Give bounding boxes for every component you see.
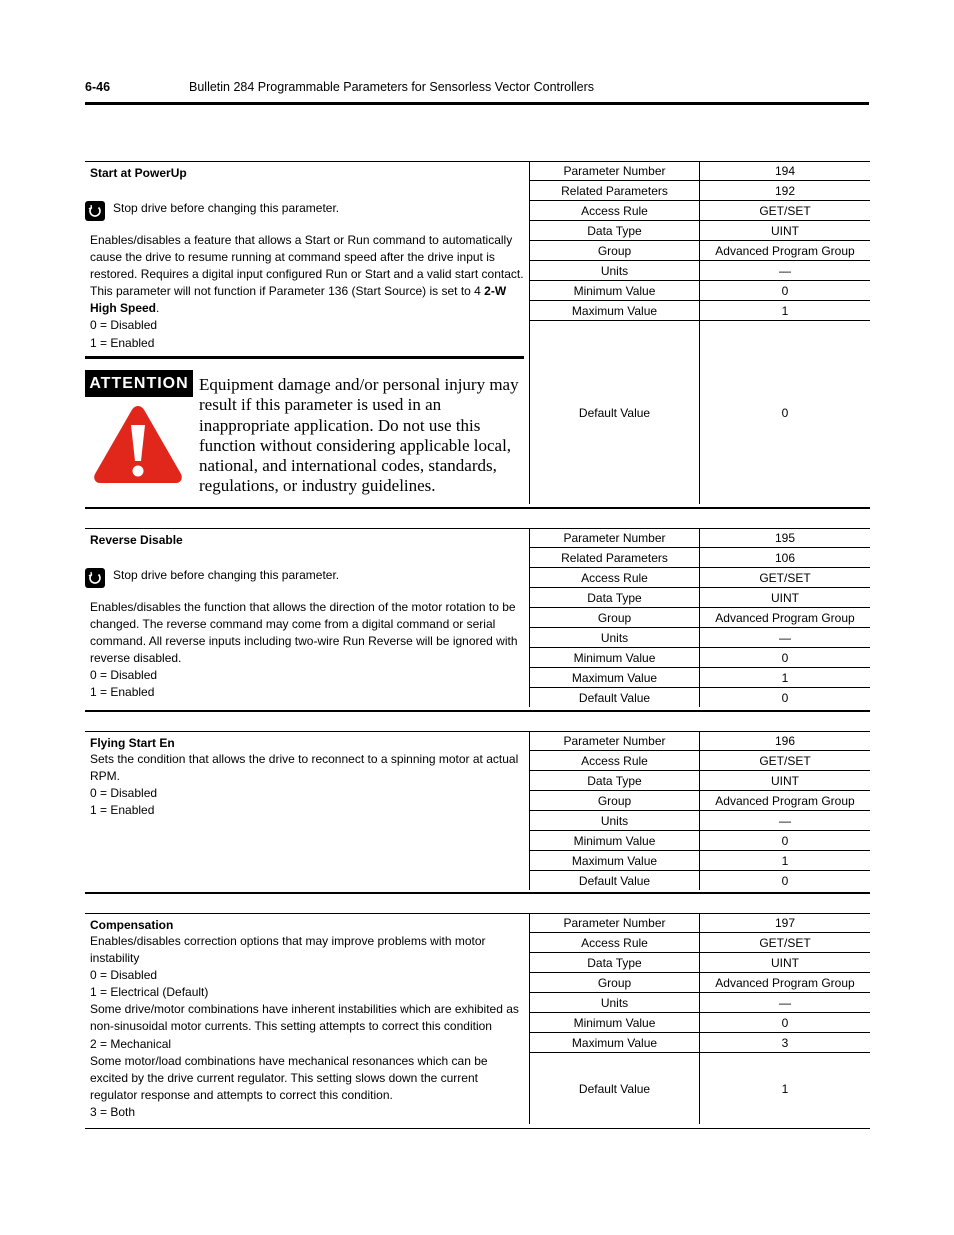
header-rule <box>85 102 869 105</box>
description-text: Some motor/load combinations have mechanical resonances which can be excited by the drive current regulator. This setting slows down the current regulator response and attempts to correct this condition. <box>90 1053 488 1102</box>
block-bottom-rule <box>85 507 870 509</box>
field-value: GET/SET <box>700 751 871 771</box>
field-label: Default Value <box>530 321 700 505</box>
table-row <box>530 281 871 301</box>
description-text: Sets the condition that allows the drive to reconnect to a spinning motor at actual RPM. <box>90 752 519 784</box>
field-value: 0 <box>700 648 871 668</box>
table-row <box>530 953 871 973</box>
field-label: Data Type <box>530 221 700 241</box>
table-row <box>530 588 871 608</box>
table-row <box>530 913 871 933</box>
option-1: 1 = Enabled <box>90 335 155 350</box>
stop-drive-note: Stop drive before changing this parameter. <box>113 201 340 215</box>
field-value: — <box>700 261 871 281</box>
field-label: Parameter Number <box>530 913 700 933</box>
description-text: Some drive/motor combinations have inherent instabilities which are exhibited as non-sinusoidal motor currents. This setting attempts to correct this condition <box>90 1002 519 1034</box>
field-label: Minimum Value <box>530 831 700 851</box>
field-value: — <box>700 811 871 831</box>
option-1: 1 = Enabled <box>90 685 155 700</box>
description-text: Enables/disables a feature that allows a Start or Run command to automatically cause the drive to resume running at command speed after the drive input is restored. Requires a digital input configured Run or Start and a valid start contact. This parameter will not function if Parameter 136 (Start Source) is set to 4 2-W High Speed. <box>90 233 524 316</box>
table-row <box>530 973 871 993</box>
field-label: Minimum Value <box>530 1013 700 1033</box>
field-label: Units <box>530 993 700 1013</box>
option-2: 2 = Mechanical <box>90 1036 172 1051</box>
table-row <box>530 181 871 201</box>
param-table <box>529 528 870 707</box>
field-label: Related Parameters <box>530 548 700 568</box>
page-title: Bulletin 284 Programmable Parameters for Sensorless Vector Controllers <box>189 80 595 94</box>
field-label: Default Value <box>530 1053 700 1125</box>
param-table <box>529 731 870 890</box>
table-row <box>530 568 871 588</box>
field-value: GET/SET <box>700 201 871 221</box>
option-0: 0 = Disabled <box>90 668 158 683</box>
field-value: Advanced Program Group <box>700 608 871 628</box>
table-row <box>530 261 871 281</box>
field-label: Access Rule <box>530 568 700 588</box>
field-label: Data Type <box>530 771 700 791</box>
attention-rule <box>85 356 524 359</box>
field-value: 1 <box>700 1053 871 1125</box>
param-description <box>90 933 524 1121</box>
stop-drive-icon <box>85 201 105 221</box>
field-label: Maximum Value <box>530 1033 700 1053</box>
block-bottom-rule <box>85 710 870 712</box>
block-bottom-rule <box>85 1128 870 1129</box>
stop-drive-note: Stop drive before changing this parameter. <box>113 568 340 582</box>
table-row <box>530 1053 871 1125</box>
param-title: Compensation <box>90 918 174 932</box>
table-row <box>530 851 871 871</box>
field-label: Minimum Value <box>530 281 700 301</box>
param-table <box>529 913 870 1124</box>
option-0: 0 = Disabled <box>90 968 158 983</box>
field-value: 1 <box>700 851 871 871</box>
field-label: Parameter Number <box>530 731 700 751</box>
table-row <box>530 201 871 221</box>
field-label: Maximum Value <box>530 668 700 688</box>
field-value: Advanced Program Group <box>700 973 871 993</box>
field-value: 1 <box>700 301 871 321</box>
field-value: 0 <box>700 281 871 301</box>
table-row <box>530 751 871 771</box>
option-3: 3 = Both <box>90 1104 136 1119</box>
table-row <box>530 811 871 831</box>
field-label: Access Rule <box>530 201 700 221</box>
param-description <box>90 232 524 352</box>
description-text: Enables/disables the function that allows the direction of the motor rotation to be changed. The reverse command may come from a digital command or serial command. All reverse inputs including two-wire Run Reverse will be ignored with reverse disabled. <box>90 600 518 666</box>
field-label: Parameter Number <box>530 161 700 181</box>
field-value: 194 <box>700 161 871 181</box>
field-value: 0 <box>700 688 871 708</box>
attention-text: Equipment damage and/or personal injury may result if this parameter is used in an inappropriate application. Do not use this function without considering applicable local, national, and international codes, standards, regulations, or industry guidelines. <box>199 375 519 496</box>
field-value: 0 <box>700 831 871 851</box>
param-title: Reverse Disable <box>90 533 183 547</box>
field-value: 0 <box>700 321 871 505</box>
field-value: Advanced Program Group <box>700 791 871 811</box>
field-value: 195 <box>700 528 871 548</box>
field-label: Group <box>530 791 700 811</box>
field-value: 0 <box>700 1013 871 1033</box>
table-row <box>530 771 871 791</box>
field-label: Default Value <box>530 871 700 891</box>
option-0: 0 = Disabled <box>90 318 158 333</box>
table-row <box>530 1033 871 1053</box>
table-row <box>530 688 871 708</box>
field-label: Access Rule <box>530 933 700 953</box>
field-value: GET/SET <box>700 933 871 953</box>
field-label: Related Parameters <box>530 181 700 201</box>
table-row <box>530 831 871 851</box>
table-row <box>530 301 871 321</box>
field-label: Maximum Value <box>530 851 700 871</box>
field-label: Access Rule <box>530 751 700 771</box>
field-value: 192 <box>700 181 871 201</box>
table-row <box>530 933 871 953</box>
field-label: Default Value <box>530 688 700 708</box>
field-value: UINT <box>700 221 871 241</box>
field-label: Parameter Number <box>530 528 700 548</box>
warning-triangle-icon <box>91 403 185 485</box>
field-value: — <box>700 628 871 648</box>
field-label: Data Type <box>530 953 700 973</box>
param-description <box>90 751 524 819</box>
block-bottom-rule <box>85 892 870 894</box>
table-row <box>530 628 871 648</box>
field-label: Minimum Value <box>530 648 700 668</box>
field-value: 3 <box>700 1033 871 1053</box>
table-row <box>530 548 871 568</box>
table-row <box>530 221 871 241</box>
field-value: 1 <box>700 668 871 688</box>
field-value: UINT <box>700 771 871 791</box>
field-value: — <box>700 993 871 1013</box>
field-label: Units <box>530 628 700 648</box>
table-row <box>530 321 871 505</box>
table-row <box>530 241 871 261</box>
option-0: 0 = Disabled <box>90 786 158 801</box>
param-title: Flying Start En <box>90 736 175 750</box>
param-block-start-at-powerup <box>85 161 870 509</box>
field-value: 0 <box>700 871 871 891</box>
field-value: UINT <box>700 588 871 608</box>
table-row <box>530 608 871 628</box>
option-1: 1 = Electrical (Default) <box>90 985 209 1000</box>
table-row <box>530 668 871 688</box>
param-description <box>90 599 524 702</box>
table-row <box>530 993 871 1013</box>
page-number: 6-46 <box>85 80 111 94</box>
field-value: 106 <box>700 548 871 568</box>
table-row <box>530 648 871 668</box>
table-row <box>530 528 871 548</box>
field-label: Group <box>530 973 700 993</box>
field-label: Group <box>530 241 700 261</box>
table-row <box>530 731 871 751</box>
stop-drive-icon <box>85 568 105 588</box>
table-row <box>530 791 871 811</box>
param-block-flying-start-en <box>85 731 870 894</box>
option-1: 1 = Enabled <box>90 803 155 818</box>
field-value: 196 <box>700 731 871 751</box>
description-text: Enables/disables correction options that may improve problems with motor instability <box>90 934 486 966</box>
field-value: UINT <box>700 953 871 973</box>
field-label: Group <box>530 608 700 628</box>
table-row <box>530 161 871 181</box>
field-label: Units <box>530 811 700 831</box>
field-value: GET/SET <box>700 568 871 588</box>
field-value: Advanced Program Group <box>700 241 871 261</box>
attention-label: ATTENTION <box>85 370 193 397</box>
param-block-reverse-disable <box>85 528 870 712</box>
field-label: Data Type <box>530 588 700 608</box>
table-row <box>530 1013 871 1033</box>
field-label: Maximum Value <box>530 301 700 321</box>
param-table <box>529 161 870 504</box>
field-label: Units <box>530 261 700 281</box>
table-row <box>530 871 871 891</box>
param-title: Start at PowerUp <box>90 166 187 180</box>
param-block-compensation <box>85 913 870 1129</box>
field-value: 197 <box>700 913 871 933</box>
